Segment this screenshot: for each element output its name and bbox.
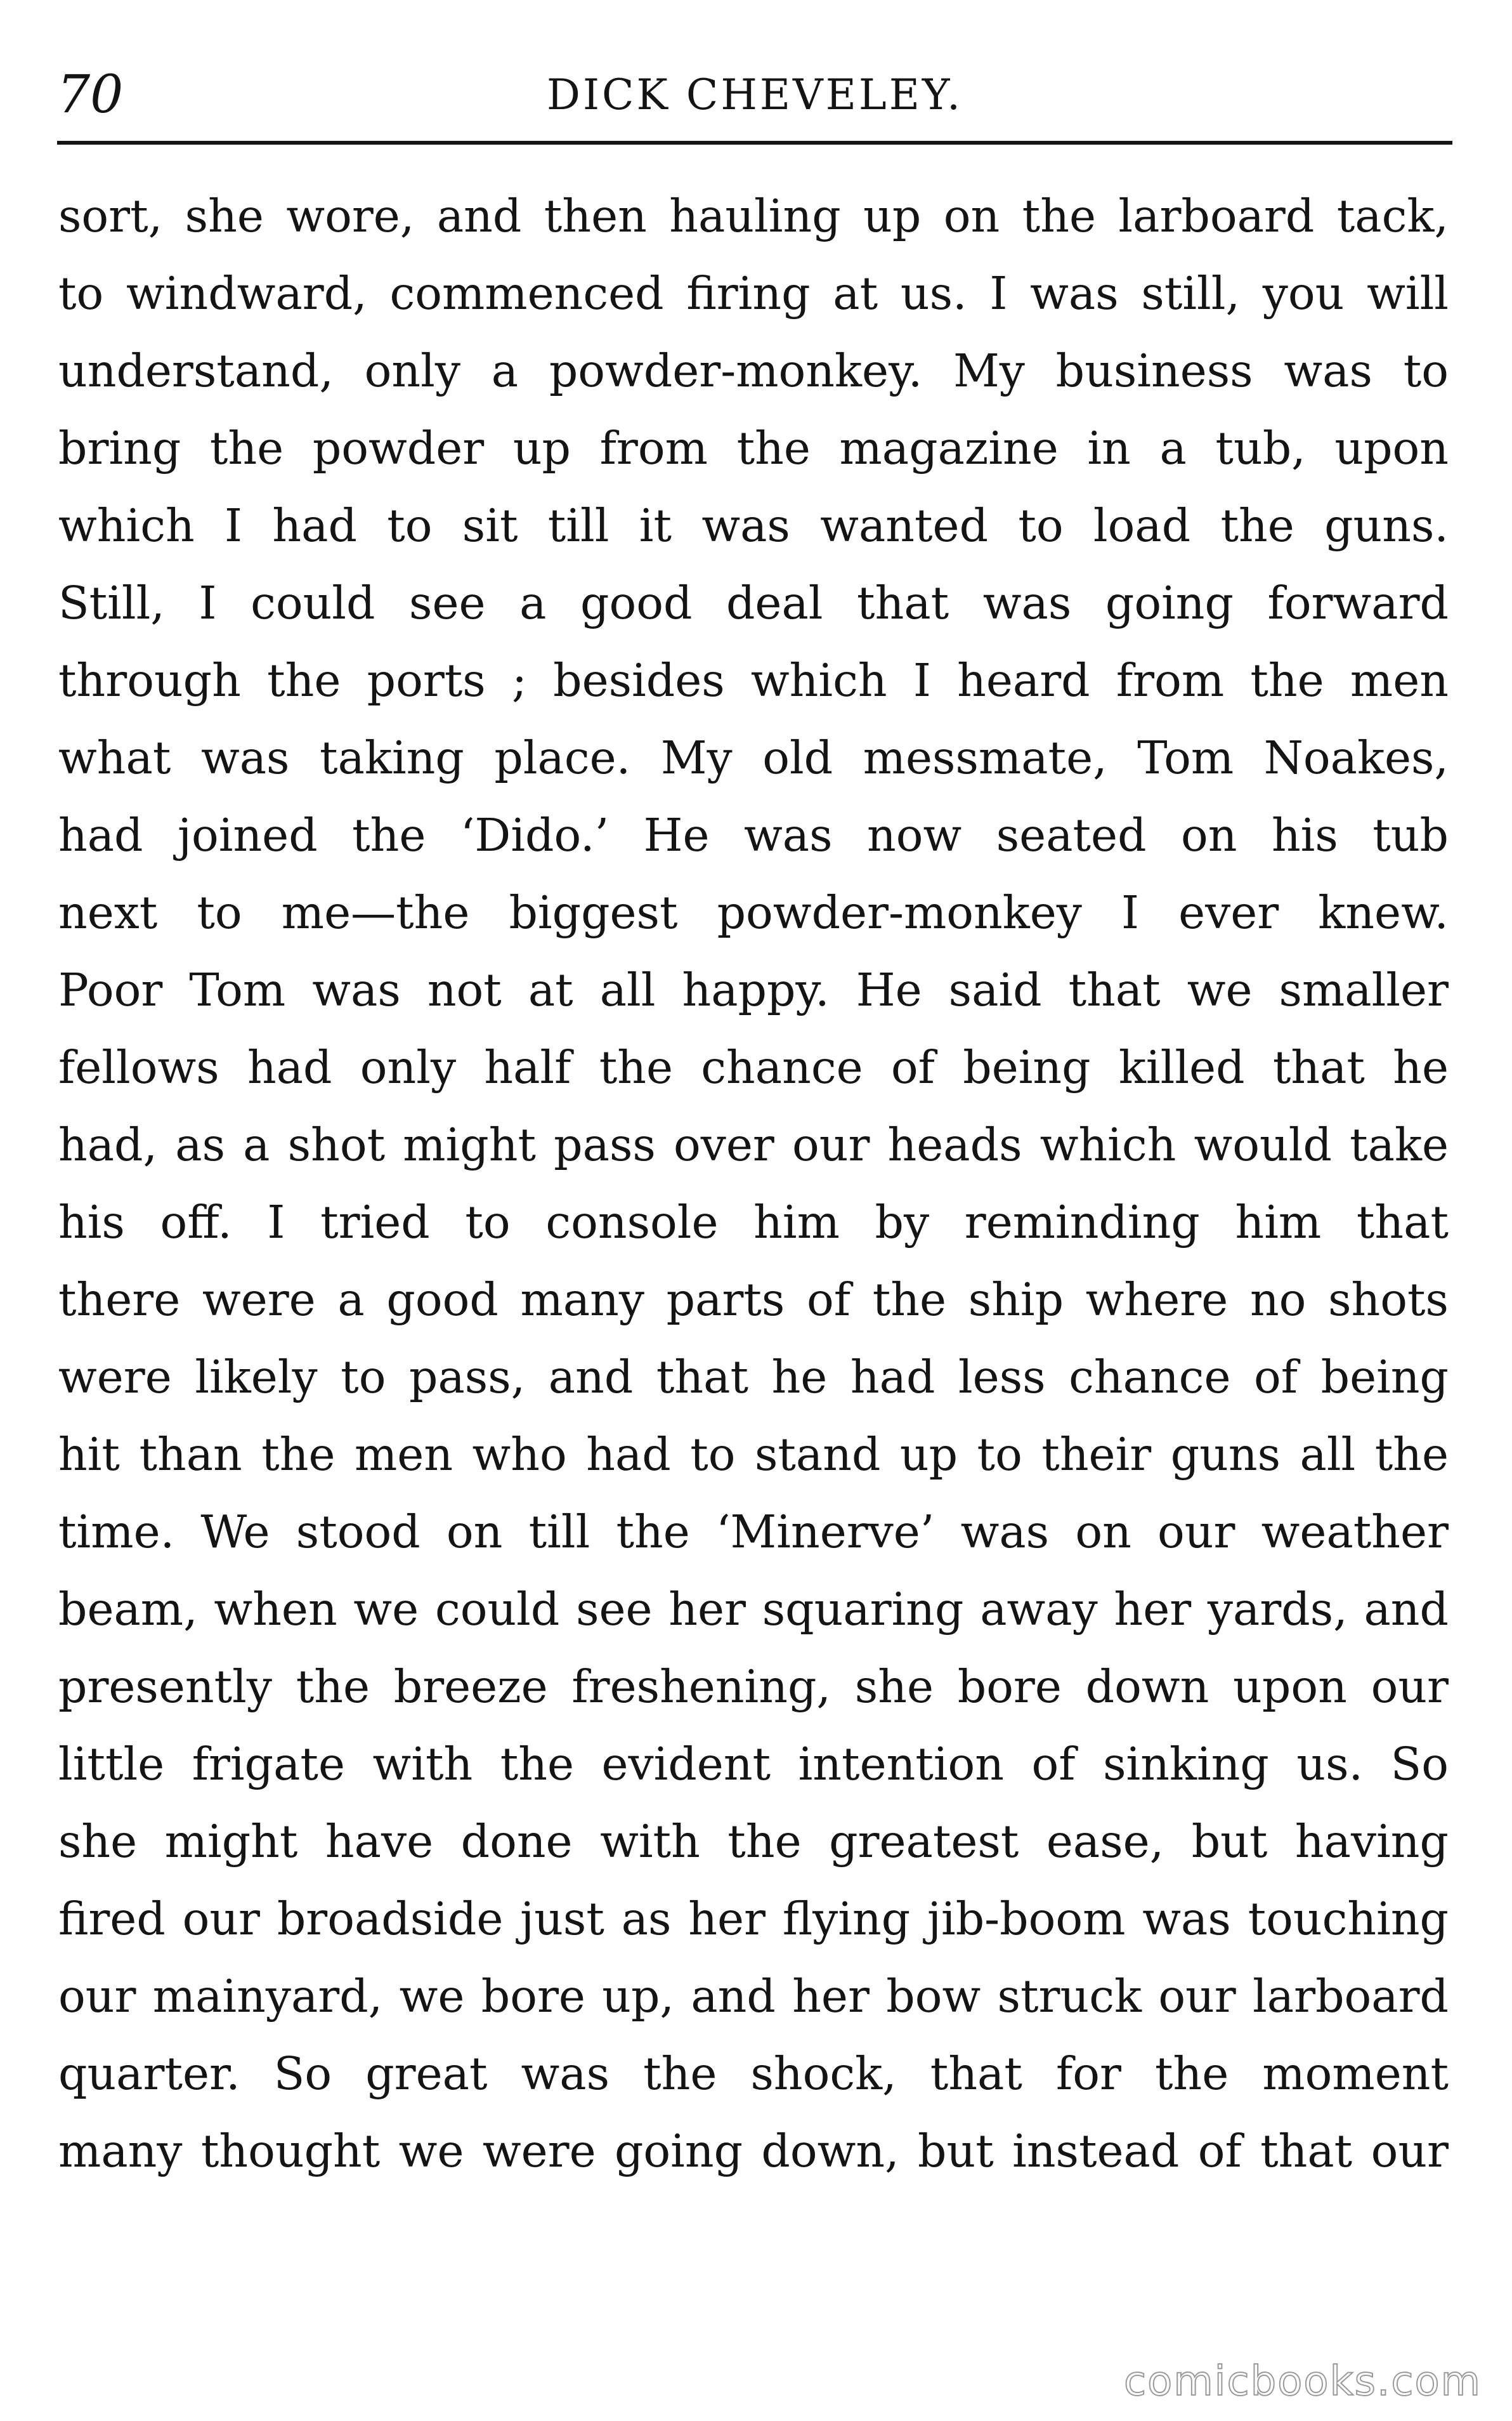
text-line: had, as a shot might pass over our heads which would take: [58, 1119, 1449, 1171]
text-line: quarter. So great was the shock, that for the moment: [58, 2047, 1449, 2100]
text-line: Poor Tom was not at all happy. He said that we smaller: [58, 964, 1449, 1016]
text-line: were likely to pass, and that he had less chance of being: [58, 1351, 1449, 1403]
text-line: through the ports ; besides which I heard from the men: [58, 654, 1449, 707]
text-line: his off. I tried to console him by reminding him that: [58, 1196, 1449, 1249]
text-line: time. We stood on till the ‘Minerve’ was on our weather: [58, 1506, 1449, 1558]
body-text: [58, 178, 1449, 2190]
text-line: understand, only a powder-monkey. My business was to: [58, 344, 1449, 397]
text-line: had joined the ‘Dido.’ He was now seated on his tub: [58, 809, 1449, 862]
running-head: [57, 60, 1452, 130]
text-line: to windward, commenced firing at us. I was still, you will: [58, 267, 1449, 320]
text-line: hit than the men who had to stand up to their guns all the: [58, 1428, 1449, 1481]
text-line: sort, she wore, and then hauling up on the larboard tack,: [58, 190, 1449, 242]
text-line: our mainyard, we bore up, and her bow struck our larboard: [58, 1970, 1449, 2023]
text-line: fired our broadside just as her flying jib-boom was touching: [58, 1893, 1449, 1945]
text-line: next to me—the biggest powder-monkey I ever knew.: [58, 886, 1449, 939]
text-line: beam, when we could see her squaring away her yards, and: [58, 1583, 1449, 1636]
text-line: there were a good many parts of the ship where no shots: [58, 1273, 1449, 1326]
text-line: little frigate with the evident intention of sinking us. So: [58, 1738, 1449, 1790]
text-line: bring the powder up from the magazine in a tub, upon: [58, 422, 1449, 475]
text-line: presently the breeze freshening, she bore down upon our: [58, 1660, 1449, 1713]
text-line: which I had to sit till it was wanted to load the guns.: [58, 499, 1449, 552]
page-number: 70: [57, 65, 124, 125]
header-rule: [57, 141, 1452, 145]
site-watermark: comicbooks.com: [1123, 2358, 1482, 2405]
running-title: DICK CHEVELEY.: [547, 70, 963, 119]
text-line: many thought we were going down, but instead of that our: [58, 2125, 1449, 2177]
text-line: Still, I could see a good deal that was going forward: [58, 577, 1449, 629]
text-line: she might have done with the greatest ease, but having: [58, 1815, 1449, 1868]
text-line: what was taking place. My old messmate, Tom Noakes,: [58, 732, 1449, 784]
text-line: fellows had only half the chance of being killed that he: [58, 1041, 1449, 1094]
